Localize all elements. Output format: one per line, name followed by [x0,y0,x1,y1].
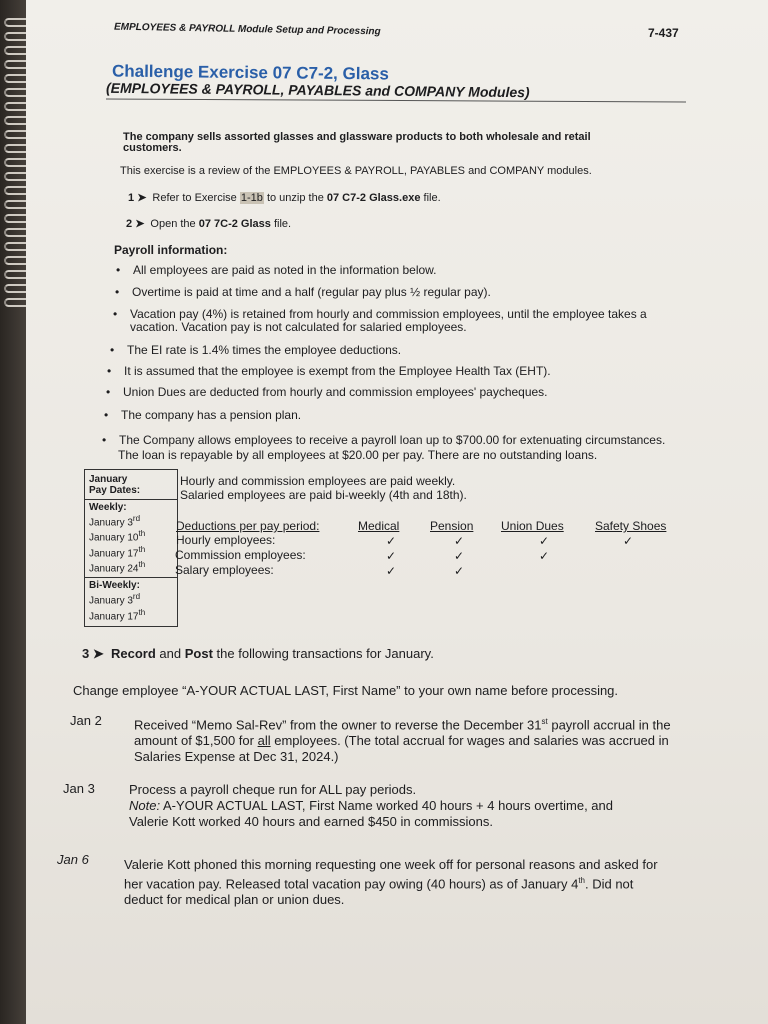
bullet-item: • All employees are paid as noted in the information below. [116,263,437,277]
intro-paragraph: The company sells assorted glasses and glassware products to both wholesale and retail customers. [123,131,591,154]
change-employee-note: Change employee “A-YOUR ACTUAL LAST, First Name” to your own name before processing. [73,683,619,698]
bullet-item-continued: vacation. Vacation pay is not calculated for salaried employees. [130,320,467,334]
check-mark: ✓ [454,564,465,578]
check-mark: ✓ [454,549,465,563]
medical-column: Medical [358,519,400,533]
payroll-info-heading: Payroll information: [114,243,228,257]
exercise-title: Challenge Exercise 07 C7-2, Glass [111,61,389,84]
step-2: 2 ➤ Open the 07 7C-2 Glass file. [126,218,292,230]
check-mark: ✓ [386,534,397,548]
transaction-jan2: Received “Memo Sal-Rev” from the owner to reverse the December 31st payroll accrual in the amount of $1,500 for all employees. (The total accrual for wages and salaries was accrued in Salaries Expense at Dec 31, 2024.) [134,717,671,765]
check-mark: ✓ [454,534,465,548]
check-mark: ✓ [386,549,397,563]
transaction-jan6: Valerie Kott phoned this morning requesting one week off for personal reasons and asked for her vacation pay. Released total vacation pay owing (40 hours) as of January 4th. Did not deduct for medical plan or union dues. [124,857,658,908]
bullet-item: • The Company allows employees to receive a payroll loan up to $700.00 for extenuating circumstances. [102,433,666,447]
deductions-label: Deductions per pay period: [176,519,320,533]
check-mark: ✓ [539,534,550,548]
bullet-item: • Vacation pay (4%) is retained from hourly and commission employees, until the employee takes a [113,307,647,321]
title-rule [106,98,686,102]
bullet-item-continued: The loan is repayable by all employees at $20.00 per pay. There are no outstanding loans. [118,448,598,462]
check-mark: ✓ [623,534,634,548]
check-mark: ✓ [539,549,550,563]
textbook-page: EMPLOYEES & PAYROLL Module Setup and Processing 7-437 Challenge Exercise 07 C7-2, Glass (EMPLOYEES & PAYROLL, PAYABLES and COMPANY Modules) The company sells assorted glasses and glassware products to both wholesale and retail customers. This exercise is a review of the EMPLOYEES & PAYROLL, PAYABLES and COMPANY modules. 1 ➤ Refer to Exercise 1-1b to unzip the 07 C7-2 Glass.exe file. 2 ➤ Open the 07 7C-2 Glass file. Payroll information: • All employees are paid as noted in the information below. • Overtime is paid at time and a half (regular pay plus ½ regular pay). • Vacation pay (4%) is retained from hourly and commission employees, until the employee takes a vacation. Vacation pay is not calculated for salaried employees. • The EI rate is 1.4% times the employee deductions. • It is assumed that the employee is exempt from the Employee Health Tax (EHT). • Union Dues are deducted from hourly and commission employees' paycheques. • The company has a pension plan. • The Company allows employees to receive a payroll loan up to $700.00 for extenuating circumstances. The loan is repayable by all employees at $20.00 per pay. There are no outstanding loans. January Pay Dates: Weekly: January 3rd January 10th January 17th January 24th Bi-Weekly: January 3rd January 17th Hourly and commission employees are paid weekly. Salaried employees are paid bi-weekly (4th and 18th). Deductions per pay period: Medical Pension Union Dues Safety Shoes Hourly employees: Commission employees: Salary employees: ✓ ✓ ✓ ✓ ✓ ✓ ✓ ✓ ✓ 3 ➤ Record and Post the following transactions for January. Change employee “A-YOUR ACTUAL LAST, First Name” to your own name before processing. Jan 2 Received “Memo Sal-Rev” from the owner to reverse the December 31st payroll accrual in the amount of $1,500 for all employees. (The total accrual for wages and salaries was accrued in Salaries Expense at Dec 31, 2024.) Jan 3 Process a payroll cheque run for ALL pay periods. Note: A-YOUR ACTUAL LAST, First Name worked 40 hours + 4 hours overtime, and Valerie Kott worked 40 hours and earned $450 in commissions. Jan 6 Valerie Kott phoned this morning requesting one week off for personal reasons and asked for her vacation pay. Released total vacation pay owing (40 hours) as of January 4th. Did not deduct for medical plan or union dues. [26,0,768,1024]
pay-dates-box: January Pay Dates: Weekly: January 3rd January 10th January 17th January 24th Bi-Weekly: January 3rd January 17th [84,469,178,627]
transaction-date: Jan 2 [70,713,102,728]
union-dues-column: Union Dues [501,519,564,533]
bullet-item: • It is assumed that the employee is exempt from the Employee Health Tax (EHT). [107,364,551,378]
check-mark: ✓ [386,564,397,578]
page-number: 7-437 [648,26,679,40]
transaction-date: Jan 6 [57,852,89,867]
transaction-jan3: Process a payroll cheque run for ALL pay periods. Note: A-YOUR ACTUAL LAST, First Name worked 40 hours + 4 hours overtime, and Valerie Kott worked 40 hours and earned $450 in commissions. [129,782,613,829]
bullet-item: • Overtime is paid at time and a half (regular pay plus ½ regular pay). [115,285,491,299]
bullet-item: • The EI rate is 1.4% times the employee deductions. [110,343,402,357]
bullet-item: • The company has a pension plan. [104,408,302,422]
pay-frequency-text: Hourly and commission employees are paid weekly. Salaried employees are paid bi-weekly (4th and 18th). [180,474,467,502]
transaction-date: Jan 3 [63,781,95,796]
exercise-ref-highlight: 1-1b [240,192,263,204]
review-sentence: This exercise is a review of the EMPLOYEES & PAYROLL, PAYABLES and COMPANY modules. [120,165,592,177]
step-1: 1 ➤ Refer to Exercise 1-1b to unzip the 07 C7-2 Glass.exe file. [128,192,441,204]
running-header: EMPLOYEES & PAYROLL Module Setup and Processing [113,21,381,38]
step-3: 3 ➤ Record and Post the following transactions for January. [82,646,434,661]
bullet-item: • Union Dues are deducted from hourly and commission employees' paycheques. [106,385,548,399]
pension-column: Pension [430,519,474,533]
exercise-subtitle: (EMPLOYEES & PAYROLL, PAYABLES and COMPANY Modules) [105,79,530,101]
safety-shoes-column: Safety Shoes [595,519,667,533]
